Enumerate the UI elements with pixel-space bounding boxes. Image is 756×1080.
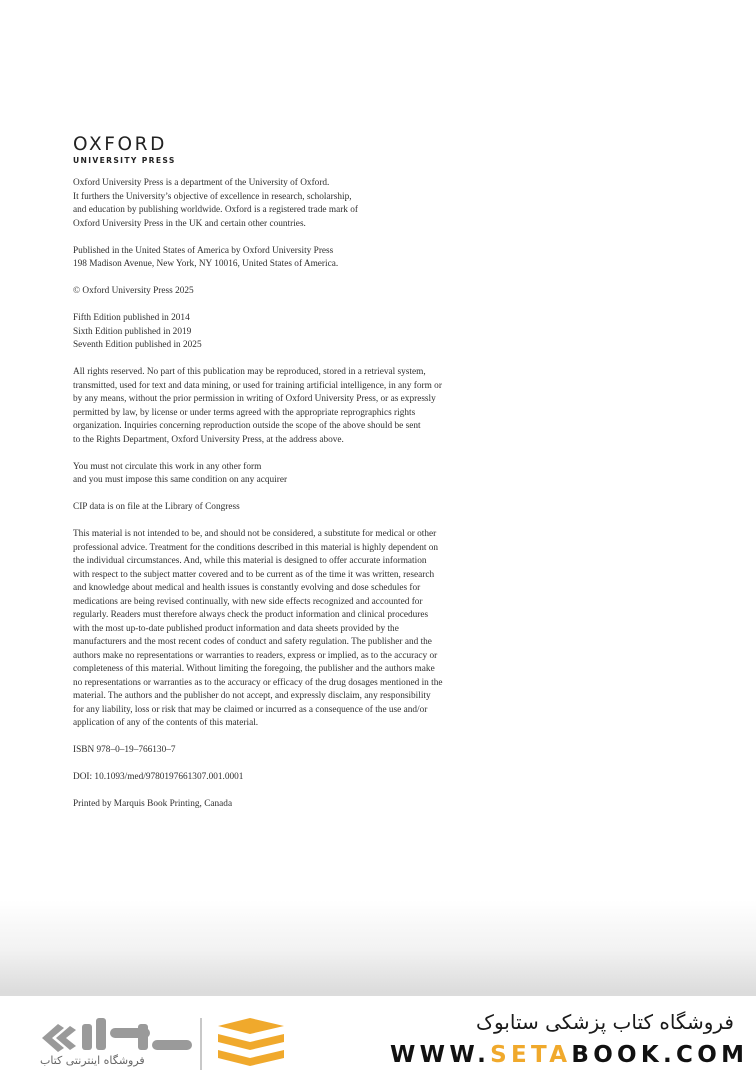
- text-line: application of any of the contents of this material.: [73, 718, 259, 728]
- publisher-name: OXFORD: [73, 134, 167, 155]
- text-line: Sixth Edition published in 2019: [73, 326, 192, 337]
- paragraph: [73, 461, 503, 488]
- text-line: medications are being revised continually, with new side effects recognized and accounted for: [73, 596, 423, 607]
- url-suffix: BOOK.COM: [571, 1042, 749, 1068]
- store-url[interactable]: [390, 1042, 748, 1068]
- text-line: Oxford University Press is a department of the University of Oxford.: [73, 178, 330, 188]
- text-line: completeness of this material. Without limiting the foregoing, the publisher and the authors make: [73, 664, 435, 674]
- text-line: to the Rights Department, Oxford University Press, at the address above.: [73, 434, 344, 445]
- text-line: regularly. Readers must therefore always check the product information and clinical procedures: [73, 610, 429, 620]
- publisher-subtitle: UNIVERSITY PRESS: [73, 156, 176, 165]
- text-line: transmitted, used for text and data mining, or used for training artificial intelligence, in any form or: [73, 380, 442, 391]
- paragraph: [73, 798, 503, 812]
- store-banner: [0, 996, 756, 1080]
- text-line: This material is not intended to be, and should not be considered, a substitute for medical or other: [73, 529, 437, 539]
- text-line: with the most up-to-date published product information and data sheets provided by the: [73, 623, 399, 634]
- text-line: permitted by law, by license or under terms agreed with the appropriate reprographics rights: [73, 407, 416, 418]
- paragraph: [73, 245, 503, 272]
- text-line: Fifth Edition published in 2014: [73, 313, 190, 323]
- text-line: no representations or warranties as to the accuracy or efficacy of the drug dosages mentioned in the: [73, 677, 443, 688]
- paragraph: [73, 312, 503, 353]
- url-highlight: SETA: [490, 1042, 572, 1068]
- text-line: DOI: 10.1093/med/9780197661307.001.0001: [73, 772, 244, 782]
- paragraph: [73, 501, 503, 515]
- text-line: CIP data is on file at the Library of Congress: [73, 502, 240, 512]
- store-title: فروشگاه کتاب پزشکی ستابوک: [476, 1010, 734, 1034]
- paragraph: [73, 285, 503, 299]
- copyright-text: [73, 177, 503, 825]
- text-line: manufacturers and the most recent codes of conduct and safety regulation. The publisher and the: [73, 637, 432, 647]
- paragraph: [73, 366, 503, 447]
- text-line: and education by publishing worldwide. Oxford is a registered trade mark of: [73, 205, 359, 215]
- text-line: © Oxford University Press 2025: [73, 286, 194, 296]
- text-line: It furthers the University’s objective of excellence in research, scholarship,: [73, 191, 352, 202]
- text-line: professional advice. Treatment for the conditions described in this material is highly dependent on: [73, 542, 439, 553]
- paragraph: [73, 177, 503, 231]
- text-line: authors make no representations or warranties to readers, express or implied, as to the accuracy or: [73, 650, 438, 661]
- text-line: and you must impose this same condition on any acquirer: [73, 475, 288, 485]
- text-line: material. The authors and the publisher do not accept, and expressly disclaim, any responsibility: [73, 691, 431, 701]
- text-line: by any means, without the prior permission in writing of Oxford University Press, or as expressly: [73, 394, 436, 404]
- text-line: Printed by Marquis Book Printing, Canada: [73, 799, 233, 809]
- text-line: Seventh Edition published in 2025: [73, 340, 202, 350]
- text-line: You must not circulate this work in any other form: [73, 461, 262, 472]
- text-line: Published in the United States of America by Oxford University Press: [73, 245, 334, 256]
- oxford-logo: [73, 136, 176, 166]
- url-prefix: WWW.: [390, 1042, 491, 1068]
- text-line: All rights reserved. No part of this publication may be reproduced, stored in a retrieval system,: [73, 367, 426, 377]
- text-line: the individual circumstances. And, while this material is designed to offer accurate information: [73, 556, 427, 566]
- paragraph: [73, 771, 503, 785]
- brand-tagline: فروشگاه اینترنتی کتاب: [40, 1054, 145, 1067]
- text-line: for any liability, loss or risk that may be claimed or incurred as a consequence of the use and/or: [73, 704, 428, 715]
- text-line: ISBN 978–0–19–766130–7: [73, 745, 176, 755]
- text-line: organization. Inquiries concerning reproduction outside the scope of the above should be sent: [73, 421, 421, 431]
- text-line: Oxford University Press in the UK and certain other countries.: [73, 218, 306, 229]
- text-line: and knowledge about medical and health issues is constantly evolving and dose schedules for: [73, 583, 421, 593]
- text-line: with respect to the subject matter covered and to be current as of the time it was written, research: [73, 569, 435, 580]
- paragraph: [73, 744, 503, 758]
- paragraph: [73, 528, 503, 731]
- text-line: 198 Madison Avenue, New York, NY 10016, United States of America.: [73, 259, 339, 269]
